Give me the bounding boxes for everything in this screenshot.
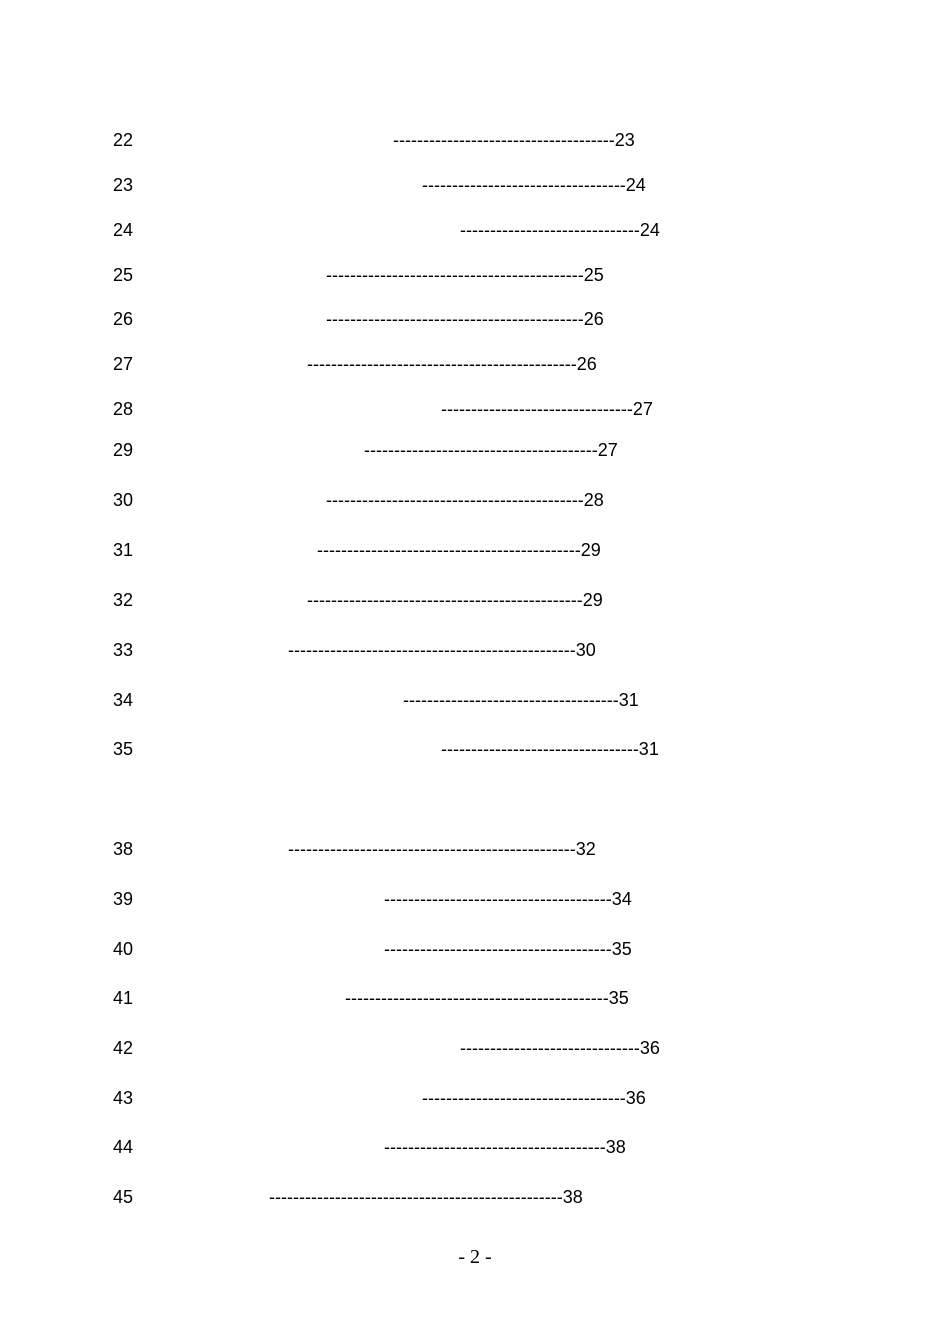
toc-entry-number: 25 xyxy=(113,265,134,285)
toc-entry-number: 34 xyxy=(113,690,134,710)
toc-entry-number: 40 xyxy=(113,939,134,959)
toc-entry-number: 43 xyxy=(113,1088,134,1108)
toc-entry-leader-page: -------------------------------------------26 xyxy=(326,309,604,329)
toc-entry-leader-page: ----------------------------------------------29 xyxy=(307,590,603,610)
toc-entry[interactable] xyxy=(0,1086,950,1110)
toc-entry[interactable] xyxy=(0,397,950,421)
toc-entry[interactable] xyxy=(0,887,950,911)
toc-entry[interactable] xyxy=(0,218,950,242)
toc-entry-number: 22 xyxy=(113,130,134,150)
toc-entry-number: 29 xyxy=(113,440,134,460)
toc-entry[interactable] xyxy=(0,263,950,287)
toc-entry-leader-page: --------------------------------27 xyxy=(441,399,653,419)
toc-entry-leader-page: --------------------------------------34 xyxy=(384,889,632,909)
page-number: - 2 - xyxy=(458,1246,492,1268)
toc-entry-leader-page: ----------------------------------36 xyxy=(422,1088,646,1108)
toc-entry-leader-page: -------------------------------------38 xyxy=(384,1137,626,1157)
toc-entry-leader-page: ------------------------------------------------30 xyxy=(288,640,596,660)
toc-entry-number: 39 xyxy=(113,889,134,909)
toc-entry[interactable] xyxy=(0,986,950,1010)
toc-entry[interactable] xyxy=(0,438,950,462)
toc-entry-leader-page: -------------------------------------------25 xyxy=(326,265,604,285)
toc-entry-leader-page: --------------------------------------35 xyxy=(384,939,632,959)
toc-entry-number: 28 xyxy=(113,399,134,419)
toc-entry-number: 35 xyxy=(113,739,134,759)
toc-entry-number: 42 xyxy=(113,1038,134,1058)
toc-entry[interactable] xyxy=(0,173,950,197)
toc-entry-number: 23 xyxy=(113,175,134,195)
toc-entry-leader-page: -------------------------------------------------38 xyxy=(269,1187,583,1207)
toc-entry-number: 45 xyxy=(113,1187,134,1207)
toc-entry-number: 44 xyxy=(113,1137,134,1157)
toc-entry-leader-page: ------------------------------36 xyxy=(460,1038,660,1058)
toc-entry-leader-page: ----------------------------------24 xyxy=(422,175,646,195)
toc-entry-leader-page: ---------------------------------31 xyxy=(441,739,659,759)
toc-entry[interactable] xyxy=(0,937,950,961)
toc-entry[interactable] xyxy=(0,1185,950,1209)
toc-entry[interactable] xyxy=(0,1036,950,1060)
toc-entry-leader-page: -------------------------------------23 xyxy=(393,130,635,150)
toc-entry[interactable] xyxy=(0,352,950,376)
toc-entry[interactable] xyxy=(0,538,950,562)
toc-entry-leader-page: ---------------------------------------27 xyxy=(364,440,618,460)
toc-entry-leader-page: --------------------------------------------35 xyxy=(345,988,629,1008)
toc-entry-number: 30 xyxy=(113,490,134,510)
toc-entry-leader-page: -------------------------------------------28 xyxy=(326,490,604,510)
toc-entry[interactable] xyxy=(0,128,950,152)
toc-entry-number: 32 xyxy=(113,590,134,610)
toc-entry-number: 31 xyxy=(113,540,134,560)
toc-entry-number: 26 xyxy=(113,309,134,329)
toc-entry-number: 33 xyxy=(113,640,134,660)
toc-entry-number: 41 xyxy=(113,988,134,1008)
toc-entry[interactable] xyxy=(0,737,950,761)
toc-entry[interactable] xyxy=(0,688,950,712)
toc-entry-number: 27 xyxy=(113,354,134,374)
toc-entry[interactable] xyxy=(0,1135,950,1159)
toc-entry-leader-page: ------------------------------------31 xyxy=(403,690,639,710)
toc-entry-number: 24 xyxy=(113,220,134,240)
toc-entry-leader-page: ------------------------------24 xyxy=(460,220,660,240)
toc-entry-leader-page: ---------------------------------------------26 xyxy=(307,354,597,374)
toc-entry-number: 38 xyxy=(113,839,134,859)
toc-entry-leader-page: ------------------------------------------------32 xyxy=(288,839,596,859)
toc-entry[interactable] xyxy=(0,488,950,512)
toc-entry[interactable] xyxy=(0,837,950,861)
toc-entry[interactable] xyxy=(0,588,950,612)
toc-entry-leader-page: --------------------------------------------29 xyxy=(317,540,601,560)
toc-entry[interactable] xyxy=(0,307,950,331)
toc-entry[interactable] xyxy=(0,638,950,662)
